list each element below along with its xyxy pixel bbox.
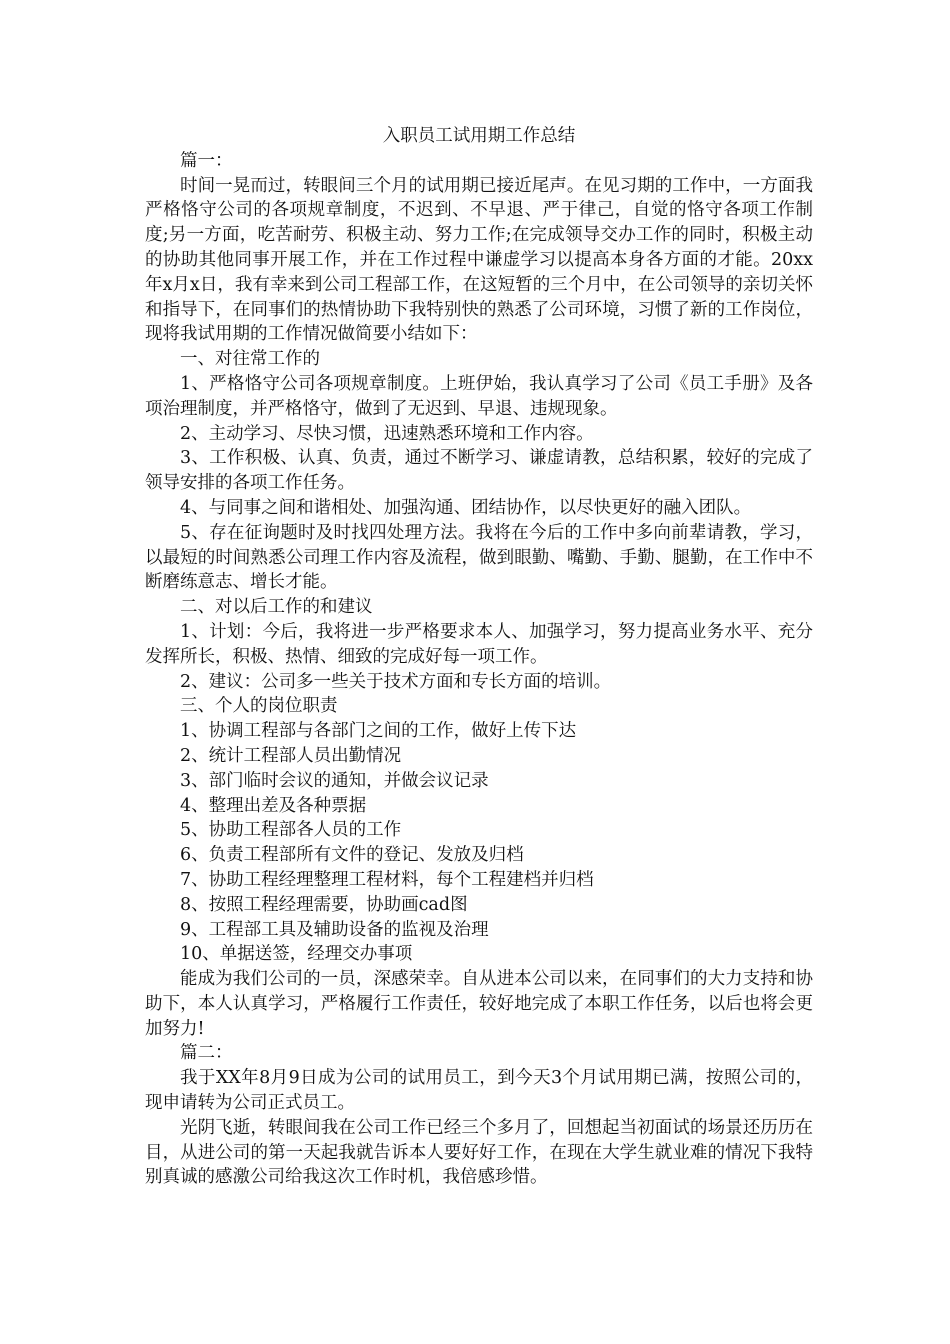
section-heading: 一、对往常工作的 (180, 349, 320, 370)
list-item: 4、与同事之间和谐相处、加强沟通、团结协作，以尽快更好的融入团队。 (180, 497, 752, 518)
duty-item: 10、单据送签，经理交办事项 (180, 944, 413, 965)
duty-item: 7、协助工程经理整理工程材料，每个工程建档并归档 (180, 869, 594, 890)
duty-item: 1、协调工程部与各部门之间的工作，做好上传下达 (180, 721, 577, 742)
duty-item: 4、整理出差及各种票据 (180, 795, 367, 816)
list-item: 5、存在征询题时及时找四处理方法。我将在今后的工作中多向前辈请教，学习，以最短的时间熟悉公司理工作内容及流程，做到眼勤、嘴勤、手勤、腿勤，在工作中不断磨练意志、增长才能。 (145, 522, 813, 593)
duty-item: 6、负责工程部所有文件的登记、发放及归档 (180, 845, 524, 866)
list-item: 1、计划：今后，我将进一步严格要求本人、加强学习，努力提高业务水平、充分发挥所长，积极、热情、细致的完成好每一项工作。 (145, 621, 813, 667)
body-paragraph: 光阴飞逝，转眼间我在公司工作已经三个多月了，回想起当初面试的场景还历历在目，从进公司的第一天起我就告诉本人要好好工作，在现在大学生就业难的情况下我特别真诚的感激公司给我这次工作时机，我倍感珍惜。 (145, 1117, 813, 1188)
section-heading-part-one: 篇一： (180, 150, 233, 171)
section-heading-part-two: 篇二： (180, 1043, 233, 1064)
list-item: 2、主动学习、尽快习惯，迅速熟悉环境和工作内容。 (180, 423, 594, 444)
duty-item: 5、协助工程部各人员的工作 (180, 820, 402, 841)
document-body (145, 149, 813, 1190)
section-heading: 二、对以后工作的和建议 (180, 597, 373, 618)
duty-item: 8、按照工程经理需要，协助画cad图 (180, 894, 468, 915)
duty-item: 3、部门临时会议的通知，并做会议记录 (180, 770, 489, 791)
list-item: 3、工作积极、认真、负责，通过不断学习、谦虚请教，总结积累，较好的完成了领导安排的各项工作任务。 (145, 448, 813, 494)
body-paragraph: 我于XX年8月9日成为公司的试用员工，到今天3个月试用期已满，按照公司的，现申请转为公司正式员工。 (145, 1068, 813, 1114)
document-page (145, 124, 813, 1190)
intro-paragraph: 时间一晃而过，转眼间三个月的试用期已接近尾声。在见习期的工作中，一方面我严格恪守公司的各项规章制度，不迟到、不早退、严于律己，自觉的恪守各项工作制度;另一方面，吃苦耐劳、积极主动、努力工作;在完成领导交办工作的同时，积极主动的协助其他同事开展工作，并在工作过程中谦虚学习以提高本身各方面的才能。20xx年x月x日，我有幸来到公司工程部工作，在这短暂的三个月中，在公司领导的亲切关怀和指导下，在同事们的热情协助下我特别快的熟悉了公司环境，习惯了新的工作岗位，现将我试用期的工作情况做简要小结如下： (145, 175, 813, 345)
duty-item: 2、统计工程部人员出勤情况 (180, 745, 402, 766)
list-item: 2、建议：公司多一些关于技术方面和专长方面的培训。 (180, 671, 612, 692)
duty-item: 9、工程部工具及辅助设备的监视及治理 (180, 919, 489, 940)
document-title: 入职员工试用期工作总结 (382, 126, 576, 146)
closing-paragraph: 能成为我们公司的一员，深感荣幸。自从进本公司以来，在同事们的大力支持和协助下，本人认真学习，严格履行工作责任，较好地完成了本职工作任务，以后也将会更加努力! (145, 969, 813, 1039)
section-heading: 三、个人的岗位职责 (180, 696, 338, 717)
list-item: 1、严格恪守公司各项规章制度。上班伊始，我认真学习了公司《员工手册》及各项治理制度，并严格恪守，做到了无迟到、早退、违规现象。 (145, 373, 813, 419)
